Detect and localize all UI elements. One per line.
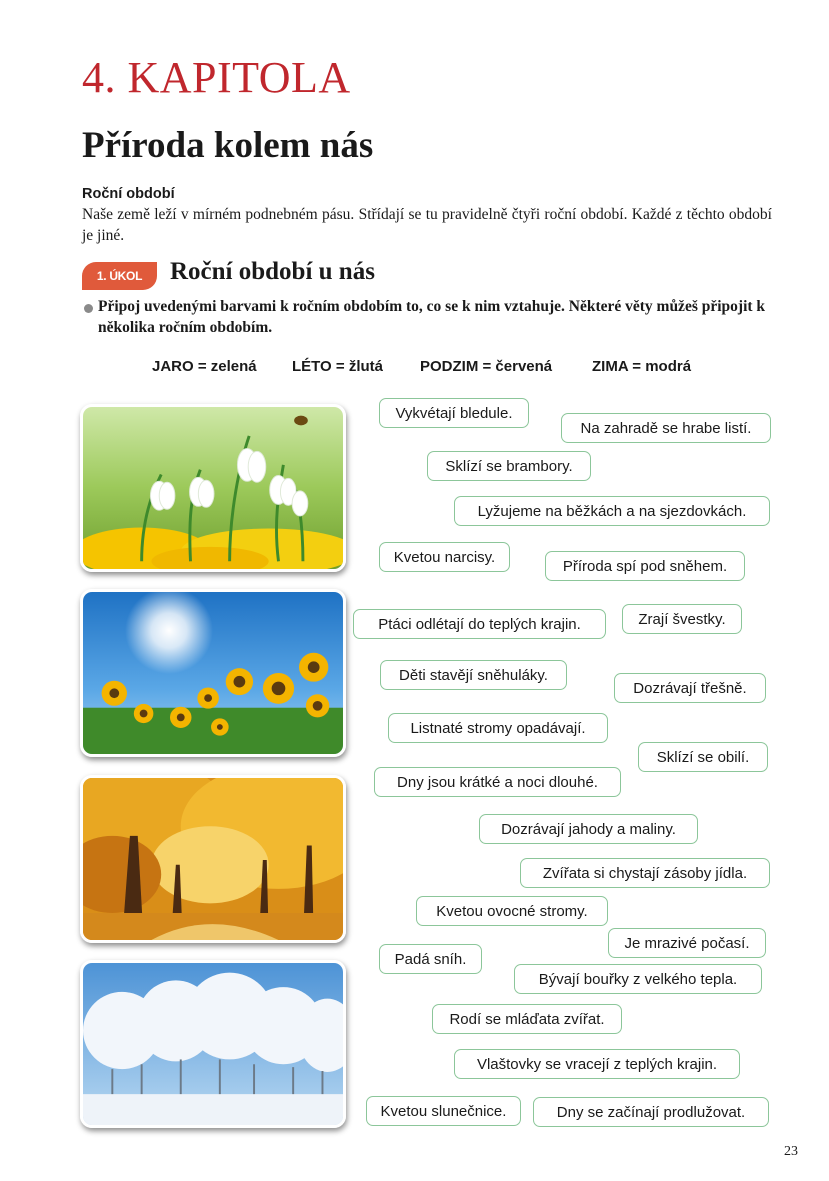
card-vykvetaji-bledule[interactable]: Vykvétají bledule. — [379, 398, 529, 428]
card-dny-kratke[interactable]: Dny jsou krátké a noci dlouhé. — [374, 767, 621, 797]
card-zvirata-zasoby[interactable]: Zvířata si chystají zásoby jídla. — [520, 858, 770, 888]
card-dozravaji-tresne[interactable]: Dozrávají třešně. — [614, 673, 766, 703]
card-priroda-spi[interactable]: Příroda spí pod sněhem. — [545, 551, 745, 581]
page-title: Příroda kolem nás — [82, 125, 374, 166]
card-kvetou-slunecnice[interactable]: Kvetou slunečnice. — [366, 1096, 521, 1126]
card-sklizi-obili[interactable]: Sklízí se obilí. — [638, 742, 768, 772]
task-badge: 1. ÚKOL — [82, 262, 157, 290]
card-jahody-maliny[interactable]: Dozrávají jahody a maliny. — [479, 814, 698, 844]
card-ptaci-odletaji[interactable]: Ptáci odlétají do teplých krajin. — [353, 609, 606, 639]
chapter-label: 4. KAPITOLA — [82, 53, 351, 102]
card-deti-staveji[interactable]: Děti stavějí sněhuláky. — [380, 660, 567, 690]
card-pada-snih[interactable]: Padá sníh. — [379, 944, 482, 974]
bullet-icon — [84, 304, 93, 313]
legend-summer: LÉTO = žlutá — [292, 358, 383, 375]
section-heading: Roční období — [82, 186, 175, 202]
winter-snowy-trees-image — [80, 960, 346, 1128]
card-lyzujeme[interactable]: Lyžujeme na běžkách a na sjezdovkách. — [454, 496, 770, 526]
card-zraji-svestky[interactable]: Zrají švestky. — [622, 604, 742, 634]
intro-paragraph: Naše země leží v mírném podnebném pásu. Střídají se tu pravidelně čtyři roční období. Každé z těchto období je jiné. — [82, 206, 772, 244]
card-sklizi-brambory[interactable]: Sklízí se brambory. — [427, 451, 591, 481]
card-kvetou-narcisy[interactable]: Kvetou narcisy. — [379, 542, 510, 572]
autumn-trees-image — [80, 775, 346, 943]
legend-autumn: PODZIM = červená — [420, 358, 553, 375]
card-bourky[interactable]: Bývají bouřky z velkého tepla. — [514, 964, 762, 994]
card-hrabe-listi[interactable]: Na zahradě se hrabe listí. — [561, 413, 771, 443]
page-number: 23 — [784, 1144, 798, 1159]
card-ovocne-stromy[interactable]: Kvetou ovocné stromy. — [416, 896, 608, 926]
card-vlastovky[interactable]: Vlaštovky se vracejí z teplých krajin. — [454, 1049, 740, 1079]
card-mladata[interactable]: Rodí se mláďata zvířat. — [432, 1004, 622, 1034]
task-instruction: Připoj uvedenými barvami k ročním obdobím to, co se k nim vztahuje. Některé věty můžeš připojit k několika ročním obdobím. — [98, 298, 766, 336]
summer-sunflowers-image — [80, 589, 346, 757]
legend-winter: ZIMA = modrá — [592, 358, 692, 375]
card-mrazive-pocasi[interactable]: Je mrazivé počasí. — [608, 928, 766, 958]
card-dny-prodluzovat[interactable]: Dny se začínají prodlužovat. — [533, 1097, 769, 1127]
spring-snowdrops-image — [80, 404, 346, 572]
card-listnate-stromy[interactable]: Listnaté stromy opadávají. — [388, 713, 608, 743]
task-title: Roční období u nás — [170, 258, 375, 285]
legend-spring: JARO = zelená — [152, 358, 257, 375]
